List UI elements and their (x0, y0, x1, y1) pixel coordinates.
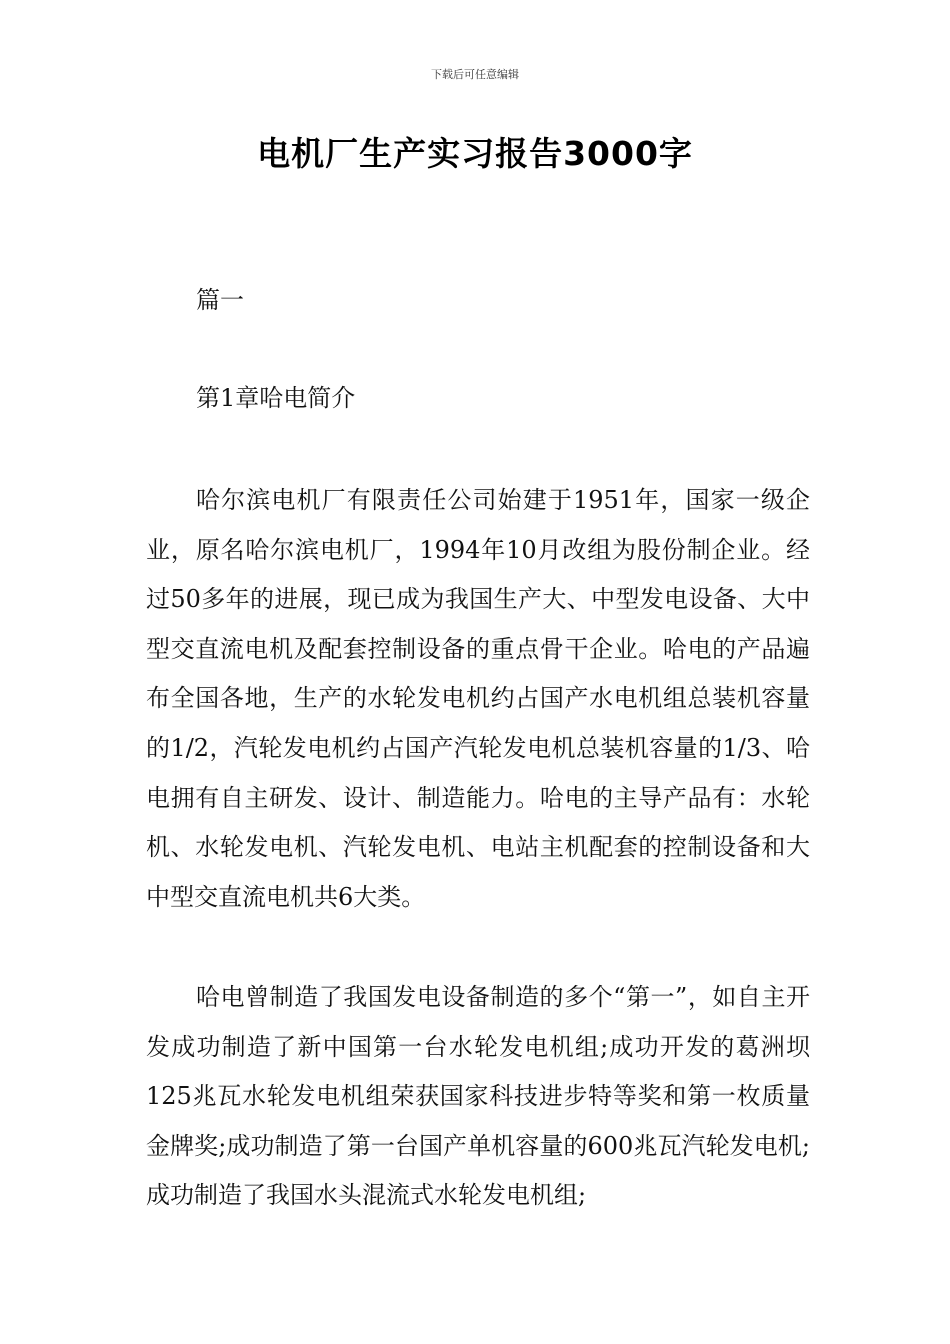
page-header-note: 下载后可任意编辑 (431, 68, 519, 81)
chapter-heading: 第1章哈电简介 (196, 384, 356, 412)
section-heading: 篇一 (196, 286, 244, 314)
document-title: 电机厂生产实习报告3000字 (257, 134, 693, 173)
paragraph-1: 哈尔滨电机厂有限责任公司始建于1951年，国家一级企业，原名哈尔滨电机厂，1994年10月改组为股份制企业。经过50多年的进展，现已成为我国生产大、中型发电设备、大中型交直流电机及配套控制设备的重点骨干企业。哈电的产品遍布全国各地，生产的水轮发电机约占国产水电机组总装机容量的1/2，汽轮发电机约占国产汽轮发电机总装机容量的1/3、哈电拥有自主研发、设计、制造能力。哈电的主导产品有：水轮机、水轮发电机、汽轮发电机、电站主机配套的控制设备和大中型交直流电机共6大类。 (146, 486, 810, 911)
paragraph-2: 哈电曾制造了我国发电设备制造的多个“第一”，如自主开发成功制造了新中国第一台水轮发电机组;成功开发的葛洲坝125兆瓦水轮发电机组荣获国家科技进步特等奖和第一枚质量金牌奖;成功制造了第一台国产单机容量的600兆瓦汽轮发电机;成功制造了我国水头混流式水轮发电机组; (146, 983, 810, 1210)
